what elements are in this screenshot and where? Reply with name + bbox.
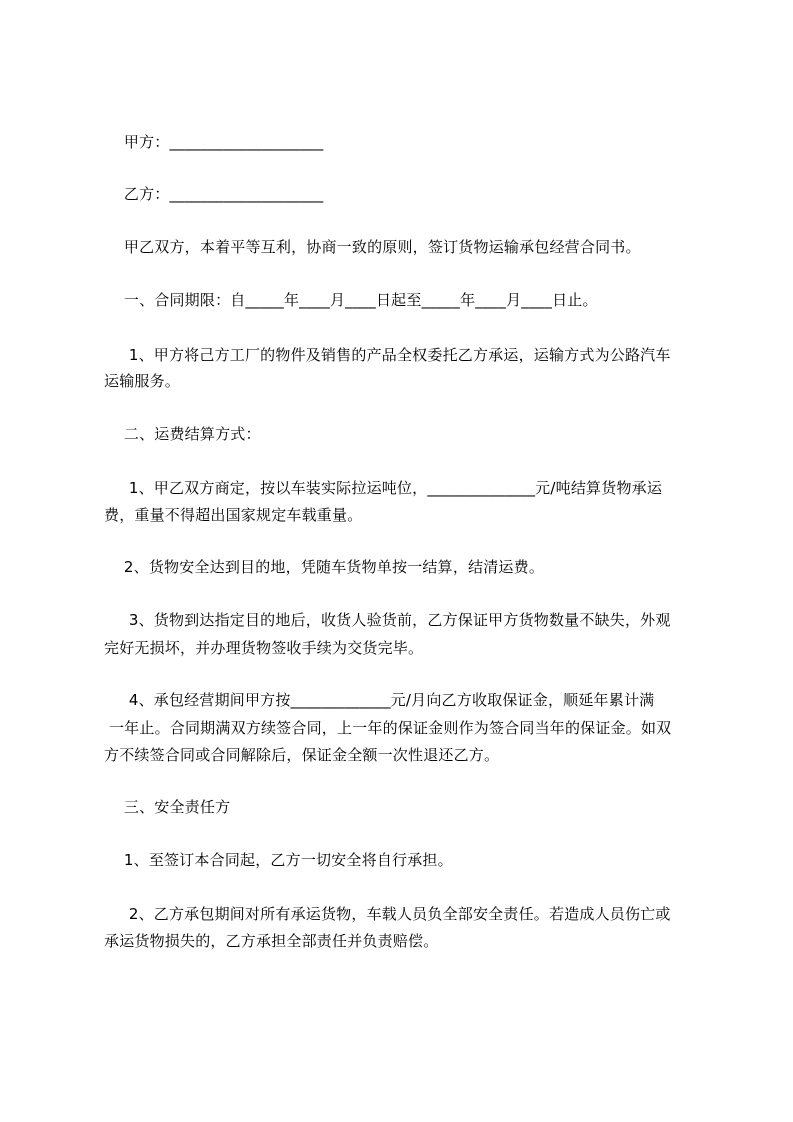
clause-2-4-line-2: 一年止。合同期满双方续签合同，上一年的保证金则作为签合同当年的保证金。如双: [104, 719, 672, 737]
clause-2-4-line-1: 4、承包经营期间甲方按_____________元/月向乙方收取保证金，顺延年累计满: [104, 691, 655, 709]
clause-2-3-line-2: 完好无损坏，并办理货物签收手续为交货完毕。: [104, 639, 424, 657]
clause-1-1-line-2: 运输服务。: [104, 372, 181, 390]
clause-3-2-line-1: 2、乙方承包期间对所有承运货物，车载人员负全部安全责任。若造成人员伤亡或: [104, 905, 671, 923]
clause-2-4-line-3: 方不续签合同或合同解除后，保证金全额一次性退还乙方。: [104, 746, 500, 764]
party-b-line: 乙方：____________________: [104, 185, 324, 203]
section-3-heading: 三、安全责任方: [104, 798, 231, 816]
clause-2-2-line-1: 2、货物安全达到目的地，凭随车货物单按一结算，结清运费。: [104, 558, 545, 576]
clause-2-1-line-2: 费，重量不得超出国家规定车载重量。: [104, 506, 363, 524]
clause-3-1-line-1: 1、至签订本合同起，乙方一切安全将自行承担。: [104, 851, 453, 869]
clause-2-1-line-1: 1、甲乙双方商定，按以车装实际拉运吨位，______________元/吨结算货物承运: [104, 479, 663, 497]
section-2-heading: 二、运费结算方式：: [104, 425, 261, 443]
clause-2-3-line-1: 3、货物到达指定目的地后，收货人验货前，乙方保证甲方货物数量不缺失，外观: [104, 611, 671, 629]
clause-1-1-line-1: 1、甲方将己方工厂的物件及销售的产品全权委托乙方承运，运输方式为公路汽车: [104, 346, 671, 364]
party-a-line: 甲方：____________________: [104, 133, 324, 151]
section-1-heading: 一、合同期限：自_____年____月____日起至_____年____月____日止。: [104, 291, 598, 309]
clause-3-2-line-2: 承运货物损失的，乙方承担全部责任并负责赔偿。: [104, 932, 439, 950]
intro-paragraph: 甲乙双方，本着平等互利，协商一致的原则，签订货物运输承包经营合同书。: [104, 238, 641, 256]
